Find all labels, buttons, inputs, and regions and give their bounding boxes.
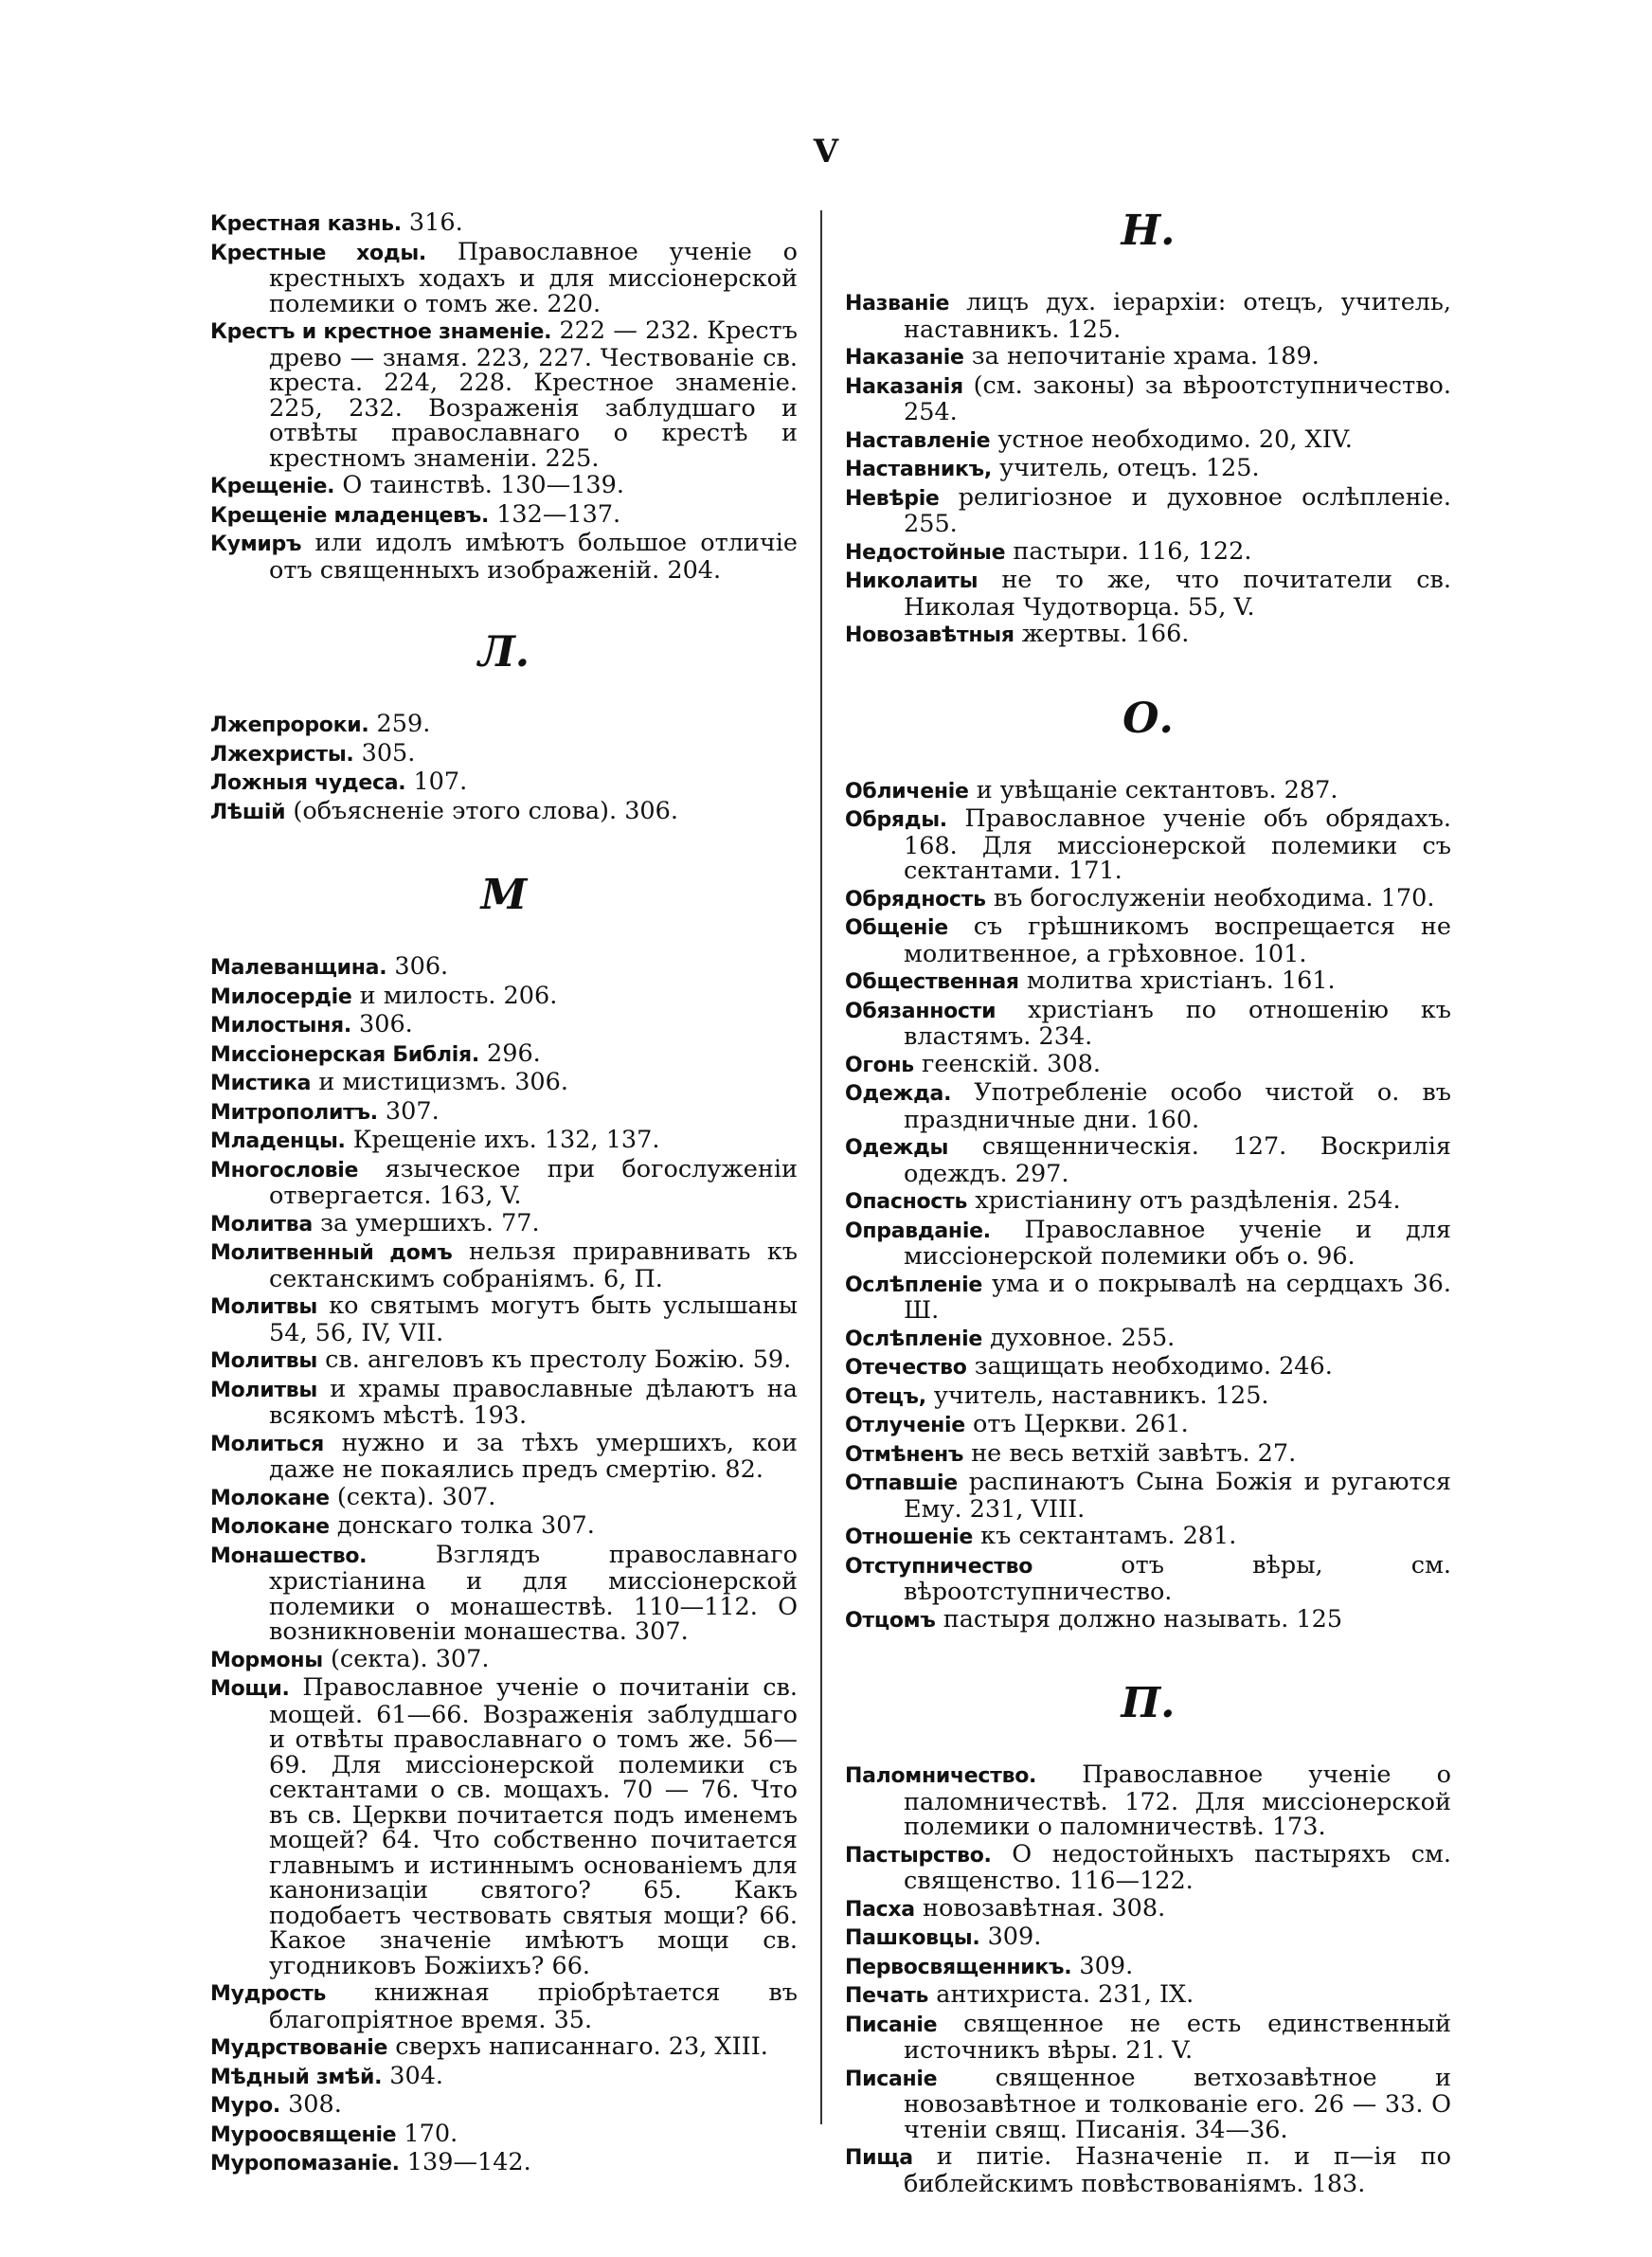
- index-description: духовное. 255.: [990, 1323, 1176, 1352]
- index-description: жертвы. 166.: [1021, 620, 1190, 648]
- index-description: и храмы православные дѣлаютъ на всякомъ мѣстѣ. 193.: [269, 1374, 798, 1430]
- index-term: Одежда.: [845, 1082, 952, 1106]
- index-entry: [845, 995, 1451, 1051]
- index-term: Опасность: [845, 1190, 968, 1214]
- index-entry: [210, 981, 798, 1011]
- index-entry: [210, 1070, 798, 1097]
- index-description: донскаго толка 307.: [336, 1511, 595, 1540]
- index-term: Молитвы: [210, 1295, 318, 1319]
- index-description: св. ангеловъ къ престолу Божію. 59.: [325, 1345, 792, 1374]
- index-description: О таинствѣ. 130—139.: [342, 471, 624, 499]
- index-description: геенскій. 308.: [922, 1049, 1101, 1078]
- index-entry: [210, 1012, 798, 1039]
- index-term: Новозавѣтныя: [845, 623, 1015, 647]
- index-entry: [210, 1347, 798, 1375]
- index-term: Муроосвященіе: [210, 2122, 397, 2147]
- index-entry: [210, 1428, 799, 1484]
- index-entry: [210, 1513, 798, 1541]
- index-term: Отлученіе: [845, 1414, 965, 1437]
- index-term: Монашество.: [210, 1544, 368, 1568]
- index-term: Лжехристы.: [210, 742, 354, 767]
- index-description: пастыри. 116, 122.: [1013, 536, 1252, 566]
- index-entry: [845, 1550, 1452, 1606]
- index-entry: [210, 499, 798, 530]
- index-description: 306.: [359, 1010, 413, 1038]
- index-description: съ грѣшникомъ воспрещается не молитвенное, а грѣховное. 101.: [904, 912, 1451, 968]
- index-entry: [845, 775, 1451, 805]
- index-description: отъ Церкви. 261.: [973, 1410, 1189, 1438]
- index-entry: [845, 1982, 1451, 2010]
- index-term: Отступничество: [845, 1554, 1033, 1579]
- index-entry: [210, 318, 798, 471]
- index-description: Православное ученіе объ обрядахъ. 168. Для миссіонерской полемики съ сектантами. 171.: [904, 804, 1452, 885]
- index-description: къ сектантамъ. 281.: [980, 1522, 1237, 1550]
- index-entry: [845, 622, 1451, 649]
- page-number: V: [813, 133, 839, 171]
- index-entry: [210, 712, 798, 739]
- index-description: ко святымъ могутъ быть услышаны 54, 56, IV, VII.: [269, 1291, 798, 1347]
- index-entry: [845, 1951, 1451, 1981]
- index-term: Милосердіе: [210, 984, 352, 1009]
- index-description: языческое при богослуженіи отвергается. 163, V.: [269, 1154, 798, 1210]
- index-entry: [845, 1188, 1451, 1216]
- index-entry: [210, 1128, 798, 1155]
- index-description: 309.: [1079, 1951, 1134, 1980]
- index-entry: [845, 1323, 1451, 1353]
- index-description: (секта). 307.: [330, 1644, 490, 1673]
- index-description: новозавѣтная. 308.: [922, 1893, 1166, 1923]
- index-description: или идолъ имѣютъ большое отличіе отъ священныхъ изображеній. 204.: [269, 529, 798, 585]
- index-entry: [845, 968, 1451, 996]
- index-entry: [210, 531, 798, 583]
- index-description: 316.: [408, 208, 463, 237]
- index-entry: [845, 1839, 1451, 1895]
- index-term: Мудрствованіе: [210, 2036, 388, 2060]
- index-description: пастыря должно называть. 125: [943, 1604, 1343, 1634]
- index-entry: [845, 1438, 1451, 1469]
- index-description: защищать необходимо. 246.: [974, 1352, 1333, 1381]
- index-entry: [210, 473, 798, 500]
- index-description: священное ветхозавѣтное и новозавѣтное и толкованіе его. 26 — 33. О чтеніи свящ. Писанія. 34—36.: [904, 2063, 1452, 2144]
- index-term: Молитвы: [210, 1349, 318, 1373]
- index-term: Миссіонерская Библія.: [210, 1042, 479, 1067]
- section-letter-heading: О.: [1122, 694, 1174, 743]
- index-entry: [210, 954, 798, 982]
- index-description: Православное ученіе о почитаніи св. мощей. 61—66. Возраженія заблудшаго и отвѣты православнаго о томъ же. 56—69. Для миссіонерской полемики съ сектантами о св. мощахъ. 70 — 76. Что въ св. Церкви почитается подъ именемъ мощей? 64. Что собственно почитается главнымъ и истиннымъ основаніемъ для канонизаціи святого? 65. Какъ подобаетъ чествовать святыя мощи? 66. Какое значеніе имѣютъ мощи св. угодниковъ Божіихъ? 66.: [269, 1673, 799, 1980]
- index-description: Православное ученіе о крестныхъ ходахъ и для миссіонерской полемики о томъ же. 220.: [269, 237, 798, 318]
- index-entry: [210, 2034, 798, 2062]
- index-entry: [210, 2150, 798, 2177]
- index-description: (объясненіе этого слова). 306.: [293, 796, 678, 825]
- right-column: [845, 207, 1452, 2198]
- index-description: 307.: [385, 1096, 440, 1126]
- index-term: Митрополитъ.: [210, 1100, 378, 1125]
- index-term: Крещеніе младенцевъ.: [210, 503, 490, 528]
- index-term: Первосвященникъ.: [845, 1955, 1072, 1979]
- section-letter-heading: М: [480, 871, 528, 919]
- index-description: и милость. 206.: [359, 981, 558, 1010]
- index-term: Отпавшіе: [845, 1472, 958, 1495]
- index-term: Отечество: [845, 1356, 967, 1380]
- index-description: нужно и за тѣхъ умершихъ, кои даже не покаялись предъ смертію. 82.: [269, 1428, 799, 1484]
- index-entry: [845, 424, 1451, 455]
- index-term: Младенцы.: [210, 1129, 346, 1153]
- index-term: Наказанія: [845, 374, 963, 399]
- index-entry: [845, 1604, 1451, 1634]
- index-description: въ богослуженіи необходима. 170.: [993, 883, 1435, 912]
- index-entry: [210, 1980, 798, 2032]
- index-description: и увѣщаніе сектантовъ. 287.: [976, 775, 1338, 804]
- index-description: Взглядъ православнаго христіанина и для миссіонерской полемики о монашествѣ. 110—112. О возникновеніи монашества. 307.: [269, 1540, 798, 1646]
- index-entry: [845, 1762, 1451, 1840]
- section-letter-heading: П.: [1121, 1679, 1176, 1727]
- index-description: молитва христіанъ. 161.: [1026, 966, 1336, 995]
- index-term: Молитвы: [210, 1378, 318, 1402]
- index-term: Молитва: [210, 1212, 313, 1237]
- index-term: Общеніе: [845, 916, 948, 940]
- index-term: Многословіе: [210, 1158, 359, 1183]
- index-term: Наставленіе: [845, 428, 991, 453]
- index-entry: [210, 769, 798, 797]
- index-description: 259.: [376, 710, 431, 738]
- index-description: сверхъ написаннаго. 23, XIII.: [395, 2032, 768, 2061]
- index-description: не то же, что почитатели св. Николая Чудотворца. 55, V.: [904, 566, 1451, 622]
- index-term: Мистика: [210, 1072, 312, 1095]
- index-term: Молитвенный домъ: [210, 1241, 453, 1265]
- index-term: Одежды: [845, 1136, 949, 1160]
- index-term: Муропомазаніе.: [210, 2152, 400, 2176]
- index-entry: [845, 456, 1451, 483]
- index-description: Православное ученіе и для миссіонерской полемики объ о. 96.: [904, 1215, 1451, 1271]
- index-entry: [210, 2061, 798, 2091]
- index-term: Милостыня.: [210, 1014, 351, 1038]
- index-term: Наставникъ,: [845, 458, 992, 481]
- index-term: Отмѣненъ: [845, 1442, 964, 1467]
- index-entry: [845, 1924, 1451, 1952]
- index-description: антихриста. 231, IX.: [936, 1980, 1194, 2009]
- index-entry: [845, 290, 1451, 342]
- index-term: Ложныя чудеса.: [210, 771, 406, 795]
- index-description: Православное ученіе о паломничествѣ. 172. Для миссіонерской полемики о паломничествѣ. 173.: [904, 1760, 1451, 1841]
- index-entry: [210, 1482, 798, 1512]
- index-term: Недостойные: [845, 540, 1006, 565]
- index-term: Отцомъ: [845, 1608, 936, 1633]
- index-description: О недостойныхъ пастыряхъ см. священство. 116—122.: [904, 1839, 1451, 1895]
- index-term: Отецъ,: [845, 1384, 926, 1409]
- index-entry: [845, 568, 1451, 620]
- index-entry: [210, 1540, 798, 1646]
- index-description: (секта). 307.: [336, 1482, 496, 1511]
- index-description: религіозное и духовное ослѣпленіе. 255.: [904, 482, 1451, 538]
- index-term: Отношеніе: [845, 1526, 974, 1549]
- index-entry: [210, 1154, 798, 1210]
- section-letter-heading: Л.: [477, 628, 530, 677]
- index-entry: [845, 1049, 1451, 1079]
- index-term: Мощи.: [210, 1677, 290, 1701]
- index-term: Общественная: [845, 970, 1019, 994]
- index-term: Ослѣпленіе: [845, 1273, 982, 1297]
- index-description: 170.: [404, 2119, 458, 2148]
- index-term: Огонь: [845, 1053, 914, 1077]
- index-entry: [210, 1239, 798, 1291]
- index-description: распинаютъ Сына Божія и ругаются Ему. 231, VIII.: [904, 1468, 1452, 1524]
- index-entry: [845, 1893, 1451, 1923]
- index-term: Паломничество.: [845, 1764, 1037, 1788]
- section-letter-heading: Н.: [1121, 207, 1176, 255]
- index-term: Названіе: [845, 292, 950, 316]
- index-entry: [210, 1644, 798, 1674]
- index-entry: [845, 883, 1451, 913]
- index-description: ума и о покрывалѣ на сердцахъ 36. Ш.: [904, 1269, 1452, 1325]
- index-entry: [845, 1080, 1451, 1132]
- index-entry: [210, 796, 798, 826]
- index-term: Невѣріе: [845, 486, 940, 511]
- index-term: Обряды.: [845, 808, 947, 832]
- index-entry: [845, 914, 1451, 966]
- index-description: христіанъ по отношенію къ властямъ. 234.: [904, 995, 1451, 1051]
- index-entry: [845, 1412, 1451, 1439]
- index-entry: [210, 2092, 798, 2120]
- index-description: Употребленіе особо чистой о. въ праздничные дни. 160.: [904, 1078, 1451, 1134]
- index-entry: [845, 482, 1451, 538]
- index-entry: [210, 1096, 798, 1127]
- index-term: Оправданіе.: [845, 1219, 991, 1243]
- index-term: Ослѣпленіе: [845, 1327, 982, 1351]
- index-term: Пасха: [845, 1897, 915, 1922]
- index-description: книжная пріобрѣтается въ благопріятное время. 35.: [269, 1978, 798, 2034]
- index-entry: [845, 2144, 1451, 2196]
- index-term: Пища: [845, 2146, 913, 2170]
- index-description: 132—137.: [496, 499, 621, 529]
- index-entry: [845, 1354, 1451, 1381]
- index-entry: [845, 1134, 1451, 1186]
- index-entry: [845, 2063, 1452, 2144]
- index-description: 304.: [389, 2061, 444, 2090]
- index-term: Кумиръ: [210, 533, 302, 556]
- index-description: учитель, отецъ. 125.: [999, 454, 1260, 482]
- index-entry: [210, 2119, 798, 2149]
- index-entry: [210, 210, 798, 238]
- index-description: Крещеніе ихъ. 132, 137.: [352, 1126, 660, 1154]
- index-description: 305.: [361, 738, 416, 767]
- index-description: священническія. 127. Воскрилія одеждъ. 297.: [904, 1132, 1451, 1188]
- index-entry: [845, 1383, 1451, 1411]
- index-description: (см. законы) за вѣроотступничество. 254.: [904, 370, 1452, 426]
- index-entry: [210, 1293, 798, 1345]
- column-divider: [820, 210, 822, 2124]
- index-term: Мудрость: [210, 1982, 327, 2006]
- index-term: Мормоны: [210, 1648, 323, 1672]
- index-term: Крестные ходы.: [210, 241, 426, 265]
- index-description: 107.: [413, 767, 468, 796]
- index-term: Крещеніе.: [210, 475, 335, 498]
- index-term: Обязанности: [845, 999, 997, 1023]
- index-term: Обличеніе: [845, 779, 969, 803]
- index-description: устное необходимо. 20, XIV.: [997, 424, 1353, 454]
- index-entry: [210, 1675, 798, 1978]
- index-term: Молиться: [210, 1432, 324, 1456]
- index-entry: [845, 1524, 1451, 1551]
- index-description: учитель, наставникъ. 125.: [933, 1381, 1269, 1410]
- index-description: лицъ дух. іерархіи: отецъ, учитель, наставникъ. 125.: [904, 288, 1451, 344]
- index-entry: [845, 344, 1451, 371]
- index-term: Муро.: [210, 2094, 280, 2118]
- index-entry: [845, 806, 1451, 884]
- index-term: Лѣшій: [210, 800, 286, 824]
- index-description: 306.: [394, 952, 449, 981]
- index-term: Печать: [845, 1984, 929, 2008]
- index-term: Молокане: [210, 1486, 330, 1510]
- index-term: Крестная казнь.: [210, 212, 402, 236]
- index-description: христіанину отъ раздѣленія. 254.: [975, 1186, 1401, 1215]
- index-description: и питіе. Назначеніе п. и п—ія по библейскимъ повѣствованіямъ. 183.: [904, 2142, 1451, 2198]
- index-term: Писаніе: [845, 2013, 938, 2037]
- index-term: Обрядность: [845, 887, 986, 912]
- index-term: Писаніе: [845, 2067, 938, 2091]
- index-description: нельзя приравнивать къ сектанскимъ собраніямъ. 6, П.: [269, 1237, 798, 1293]
- index-term: Николаиты: [845, 569, 979, 593]
- index-term: Пастырство.: [845, 1843, 992, 1868]
- index-entry: [845, 1269, 1452, 1325]
- index-entry: [210, 738, 798, 768]
- index-entry: [845, 1470, 1451, 1522]
- index-description: и мистицизмъ. 306.: [318, 1068, 568, 1096]
- left-column: [210, 210, 798, 2179]
- index-term: Наказаніе: [845, 346, 964, 370]
- index-description: священное не есть единственный источникъ вѣры. 21. V.: [904, 2009, 1451, 2065]
- index-entry: [210, 237, 798, 318]
- index-description: за умершихъ. 77.: [320, 1208, 540, 1237]
- index-entry: [845, 370, 1452, 426]
- index-description: 222 — 232. Крестъ древо — знамя. 223, 227. Чествованіе св. креста. 224, 228. Крестное знаменіе. 225, 232. Возраженія заблудшаго и отвѣты православнаго о крестѣ и крестномъ знаменіи. 225.: [269, 316, 798, 473]
- index-entry: [845, 536, 1451, 567]
- index-entry: [210, 1374, 798, 1430]
- index-term: Пашковцы.: [845, 1926, 980, 1950]
- index-entry: [845, 2009, 1451, 2065]
- index-description: 308.: [288, 2090, 342, 2119]
- index-term: Лжепророки.: [210, 713, 369, 737]
- index-description: за непочитаніе храма. 189.: [971, 342, 1320, 370]
- index-entry: [845, 1215, 1451, 1271]
- index-term: Крестъ и крестное знаменіе.: [210, 320, 552, 344]
- index-entry: [210, 1208, 798, 1238]
- index-description: 309.: [987, 1923, 1042, 1951]
- index-entry: [210, 1038, 798, 1069]
- index-description: отъ вѣры, см. вѣроотступничество.: [904, 1550, 1452, 1606]
- index-term: Малеванщина.: [210, 956, 387, 980]
- index-term: Мѣдный змѣй.: [210, 2065, 383, 2089]
- index-description: 139—142.: [406, 2148, 531, 2176]
- index-description: 296.: [487, 1038, 541, 1068]
- index-term: Молокане: [210, 1515, 330, 1539]
- index-description: не весь ветхій завѣтъ. 27.: [971, 1438, 1297, 1468]
